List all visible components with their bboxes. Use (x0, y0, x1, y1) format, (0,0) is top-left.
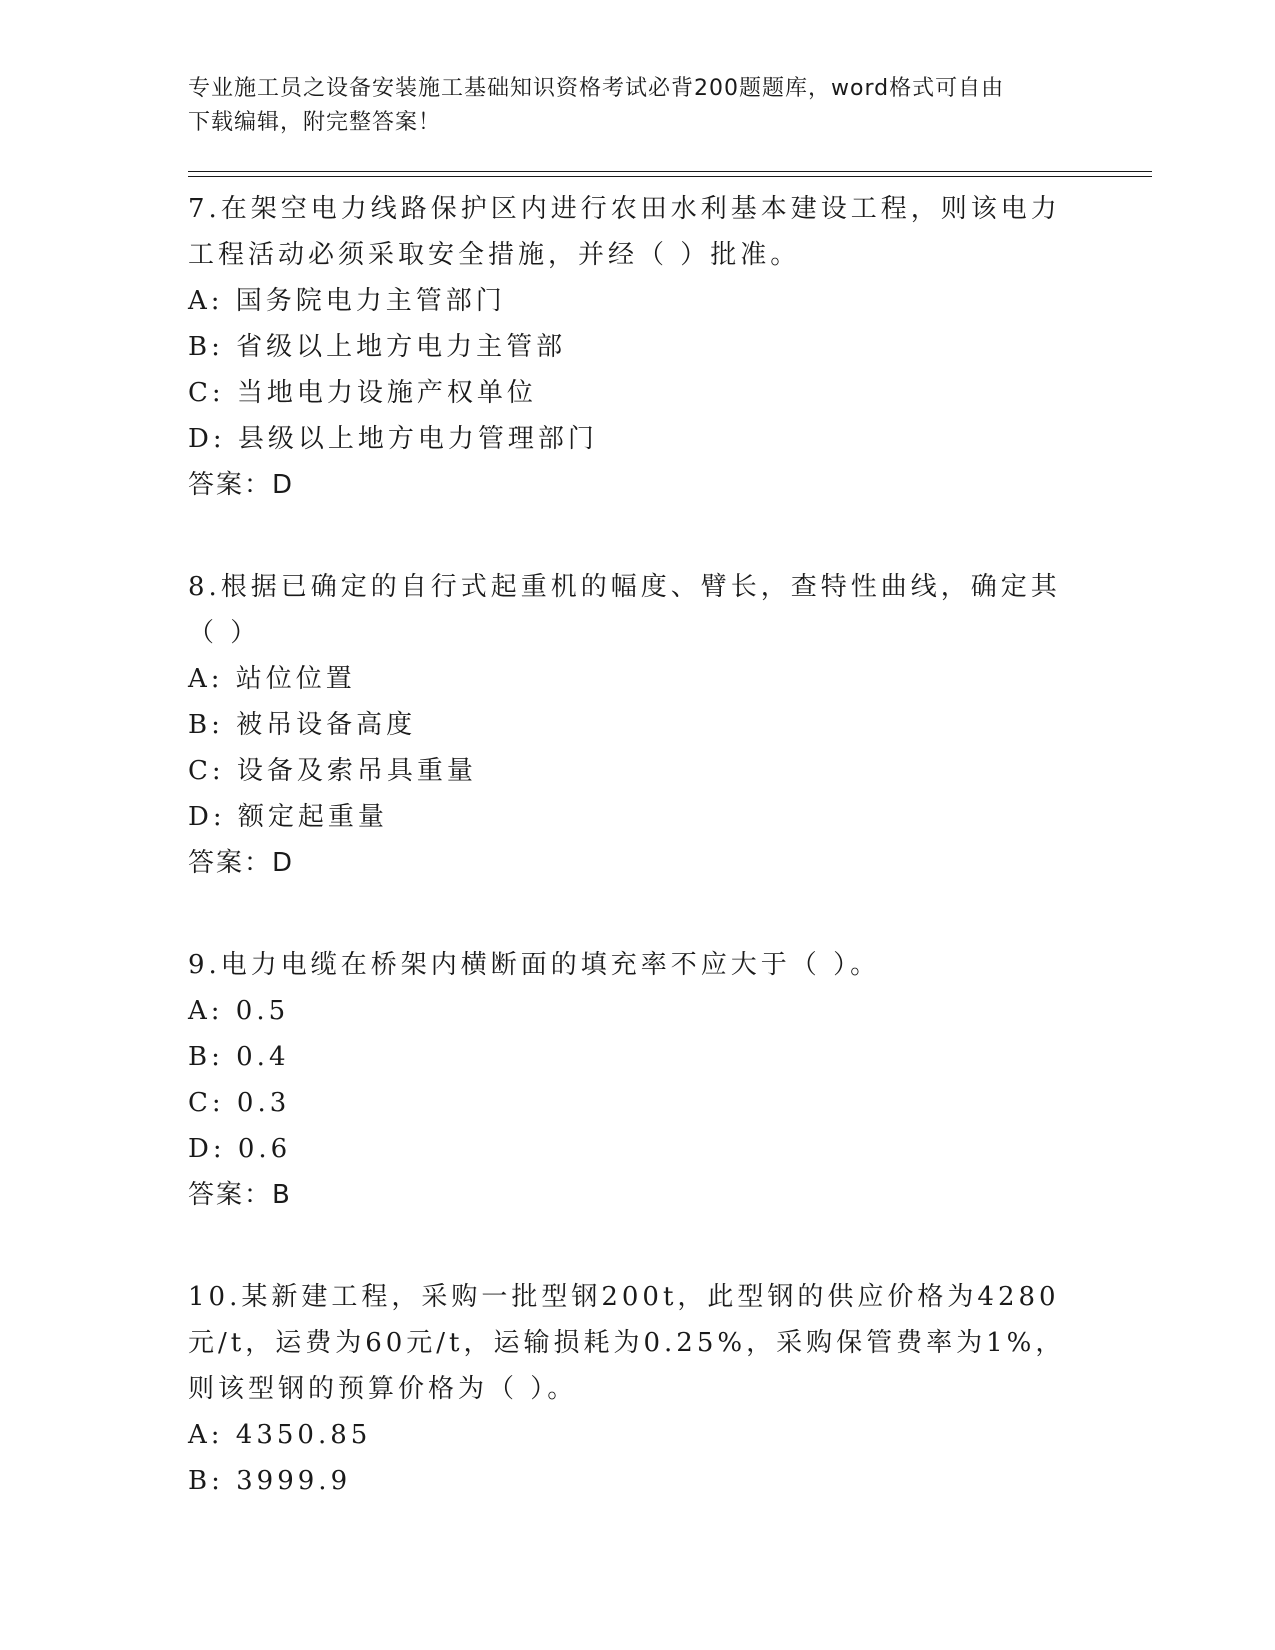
question-text: 8.根据已确定的自行式起重机的幅度、臂长，查特性曲线，确定其（ ） (188, 572, 1061, 648)
answer: 答案：D (188, 470, 295, 500)
question-8 (188, 564, 1078, 886)
option-d: D: 额定起重量 (188, 802, 388, 832)
question-list (188, 186, 1078, 1560)
option-d: D: 0.6 (188, 1134, 292, 1164)
option-b: B: 省级以上地方电力主管部 (188, 332, 567, 362)
option-b: B: 3999.9 (188, 1466, 352, 1496)
option-d: D: 县级以上地方电力管理部门 (188, 424, 598, 454)
header-divider-top (188, 171, 1152, 172)
header-title-line-1: 专业施工员之设备安装施工基础知识资格考试必背200题题库，word格式可自由 (188, 76, 1005, 101)
question-10 (188, 1274, 1078, 1504)
header-divider-bottom (188, 176, 1152, 177)
question-text: 10.某新建工程，采购一批型钢200t，此型钢的供应价格为4280元/t，运费为60元/t，运输损耗为0.25%，采购保管费率为1%，则该型钢的预算价格为（ ）。 (188, 1282, 1066, 1404)
option-b: B: 0.4 (188, 1042, 290, 1072)
option-c: C: 当地电力设施产权单位 (188, 378, 537, 408)
answer: 答案：B (188, 1180, 292, 1210)
option-a: A: 0.5 (188, 996, 290, 1026)
option-c: C: 0.3 (188, 1088, 291, 1118)
question-text: 9.电力电缆在桥架内横断面的填充率不应大于（ ）。 (188, 950, 881, 980)
question-text: 7.在架空电力线路保护区内进行农田水利基本建设工程，则该电力工程活动必须采取安全措施，并经（ ）批准。 (188, 194, 1061, 270)
question-9 (188, 942, 1078, 1218)
option-b: B: 被吊设备高度 (188, 710, 417, 740)
header-title-line-2: 下载编辑，附完整答案！ (188, 110, 442, 135)
option-c: C: 设备及索吊具重量 (188, 756, 477, 786)
document-header (188, 72, 1068, 140)
option-a: A: 4350.85 (188, 1420, 372, 1450)
option-a: A: 站位位置 (188, 664, 356, 694)
option-a: A: 国务院电力主管部门 (188, 286, 506, 316)
answer: 答案：D (188, 848, 295, 878)
question-7 (188, 186, 1078, 508)
